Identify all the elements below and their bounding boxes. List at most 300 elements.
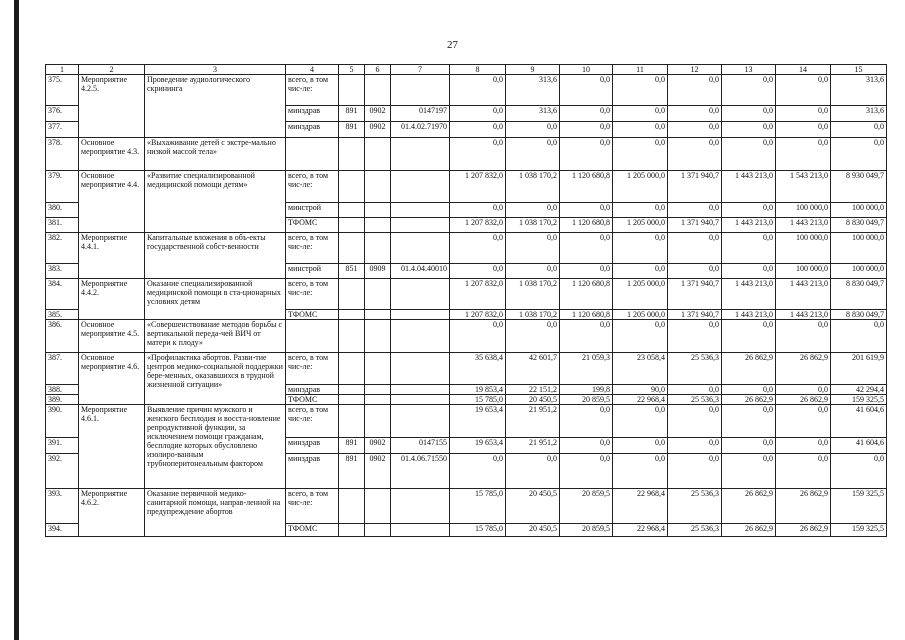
code-cell: [339, 171, 365, 203]
amount-cell: 0,0: [506, 203, 560, 218]
amount-cell: 0,0: [722, 454, 776, 489]
row-number-cell: 380.: [46, 203, 79, 218]
amount-cell: 0,0: [560, 233, 613, 264]
activity-name-cell: «Развитие специализированной медицинской помощи детям»: [145, 171, 286, 233]
target-article-cell: 01.4.06.71550: [391, 454, 450, 489]
amount-cell: 20 450,5: [506, 524, 560, 537]
code-cell: 891: [339, 122, 365, 138]
amount-cell: 0,0: [506, 264, 560, 279]
section-cell: [365, 279, 391, 310]
header-row: [46, 65, 887, 75]
amount-cell: 1 443 213,0: [776, 279, 831, 310]
amount-cell: 0,0: [613, 405, 668, 438]
target-article-cell: 01.4.04.40010: [391, 264, 450, 279]
amount-cell: 1 443 213,0: [722, 171, 776, 203]
amount-cell: 20 859,5: [560, 395, 613, 405]
amount-cell: 26 862,9: [776, 489, 831, 524]
amount-cell: 41 604,6: [831, 405, 887, 438]
amount-cell: 1 207 832,0: [450, 171, 506, 203]
header-cell: 15: [831, 65, 887, 75]
amount-cell: 0,0: [613, 75, 668, 106]
header-cell: 1: [46, 65, 79, 75]
amount-cell: 19 853,4: [450, 385, 506, 395]
amount-cell: 313,6: [831, 106, 887, 122]
amount-cell: 26 862,9: [776, 353, 831, 385]
row-number-cell: 376.: [46, 106, 79, 122]
executor-cell: всего, в том чис-ле:: [286, 489, 339, 524]
amount-cell: 25 536,3: [668, 489, 722, 524]
amount-cell: 35 638,4: [450, 353, 506, 385]
section-cell: 0902: [365, 122, 391, 138]
header-cell: 5: [339, 65, 365, 75]
section-cell: 0902: [365, 438, 391, 454]
amount-cell: 0,0: [722, 438, 776, 454]
activity-name-cell: «Совершенствование методов борьбы с вертикальной переда-чей ВИЧ от матери к плоду»: [145, 320, 286, 353]
amount-cell: 0,0: [722, 233, 776, 264]
amount-cell: 0,0: [776, 75, 831, 106]
row-number-cell: 390.: [46, 405, 79, 438]
amount-cell: 8 830 049,7: [831, 279, 887, 310]
amount-cell: 0,0: [668, 75, 722, 106]
amount-cell: 1 120 680,8: [560, 279, 613, 310]
target-article-cell: [391, 385, 450, 395]
amount-cell: 0,0: [668, 233, 722, 264]
amount-cell: 0,0: [450, 106, 506, 122]
code-cell: [339, 138, 365, 171]
executor-cell: всего, в том чис-ле:: [286, 233, 339, 264]
amount-cell: 23 058,4: [613, 353, 668, 385]
amount-cell: 1 207 832,0: [450, 218, 506, 233]
amount-cell: 42 601,7: [506, 353, 560, 385]
amount-cell: 19 653,4: [450, 405, 506, 438]
amount-cell: 100 000,0: [776, 264, 831, 279]
row-number-cell: 385.: [46, 310, 79, 320]
amount-cell: 0,0: [613, 233, 668, 264]
executor-cell: всего, в том чис-ле:: [286, 279, 339, 310]
row-number-cell: 393.: [46, 489, 79, 524]
amount-cell: 20 450,5: [506, 489, 560, 524]
amount-cell: 100 000,0: [776, 233, 831, 264]
section-cell: 0909: [365, 264, 391, 279]
header-cell: 8: [450, 65, 506, 75]
amount-cell: 1 205 000,0: [613, 171, 668, 203]
row-number-cell: 391.: [46, 438, 79, 454]
amount-cell: 159 325,5: [831, 395, 887, 405]
table-row: [46, 320, 887, 353]
header-cell: 4: [286, 65, 339, 75]
activity-type-cell: Мероприятие 4.2.5.: [79, 75, 145, 138]
amount-cell: 0,0: [450, 75, 506, 106]
amount-cell: 0,0: [560, 138, 613, 171]
amount-cell: 1 120 680,8: [560, 171, 613, 203]
row-number-cell: 389.: [46, 395, 79, 405]
amount-cell: 159 325,5: [831, 489, 887, 524]
amount-cell: 22 968,4: [613, 395, 668, 405]
amount-cell: 1 205 000,0: [613, 279, 668, 310]
amount-cell: 100 000,0: [831, 233, 887, 264]
table-row: [46, 489, 887, 524]
amount-cell: 0,0: [450, 138, 506, 171]
amount-cell: 0,0: [560, 438, 613, 454]
row-number-cell: 383.: [46, 264, 79, 279]
amount-cell: 0,0: [560, 405, 613, 438]
executor-cell: [286, 320, 339, 353]
amount-cell: 0,0: [668, 454, 722, 489]
table-row: [46, 138, 887, 171]
amount-cell: 0,0: [560, 454, 613, 489]
amount-cell: 0,0: [613, 122, 668, 138]
amount-cell: 0,0: [450, 454, 506, 489]
executor-cell: всего, в том чис-ле:: [286, 171, 339, 203]
left-margin-bar: [14, 0, 19, 640]
table-row: [46, 405, 887, 438]
target-article-cell: [391, 353, 450, 385]
amount-cell: 20 859,5: [560, 489, 613, 524]
amount-cell: 0,0: [560, 203, 613, 218]
amount-cell: 0,0: [776, 106, 831, 122]
amount-cell: 0,0: [831, 138, 887, 171]
amount-cell: 0,0: [560, 320, 613, 353]
amount-cell: 0,0: [613, 438, 668, 454]
section-cell: [365, 310, 391, 320]
section-cell: 0902: [365, 454, 391, 489]
target-article-cell: [391, 233, 450, 264]
code-cell: [339, 233, 365, 264]
amount-cell: 25 536,3: [668, 395, 722, 405]
amount-cell: 1 120 680,8: [560, 310, 613, 320]
executor-cell: ТФОМС: [286, 524, 339, 537]
executor-cell: минздрав: [286, 385, 339, 395]
amount-cell: 22 968,4: [613, 524, 668, 537]
amount-cell: 0,0: [560, 264, 613, 279]
amount-cell: 0,0: [560, 106, 613, 122]
code-cell: [339, 203, 365, 218]
amount-cell: 0,0: [722, 385, 776, 395]
budget-table: [45, 64, 887, 537]
amount-cell: 0,0: [613, 106, 668, 122]
amount-cell: 0,0: [776, 320, 831, 353]
row-number-cell: 392.: [46, 454, 79, 489]
amount-cell: 25 536,3: [668, 353, 722, 385]
amount-cell: 8 830 049,7: [831, 310, 887, 320]
section-cell: [365, 75, 391, 106]
amount-cell: 0,0: [613, 454, 668, 489]
target-article-cell: [391, 218, 450, 233]
amount-cell: 1 207 832,0: [450, 310, 506, 320]
amount-cell: 0,0: [831, 454, 887, 489]
row-number-cell: 394.: [46, 524, 79, 537]
target-article-cell: [391, 203, 450, 218]
amount-cell: 0,0: [668, 138, 722, 171]
amount-cell: 0,0: [776, 438, 831, 454]
target-article-cell: [391, 279, 450, 310]
activity-name-cell: Оказание специализированной медицинской помощи в ста-ционарных условиях детям: [145, 279, 286, 320]
executor-cell: всего, в том чис-ле:: [286, 353, 339, 385]
code-cell: [339, 279, 365, 310]
activity-name-cell: Капитальные вложения в объ-екты государственной собст-венности: [145, 233, 286, 279]
header-cell: 6: [365, 65, 391, 75]
section-cell: [365, 353, 391, 385]
amount-cell: 26 862,9: [722, 489, 776, 524]
amount-cell: 0,0: [506, 122, 560, 138]
amount-cell: 313,6: [831, 75, 887, 106]
amount-cell: 0,0: [560, 75, 613, 106]
amount-cell: 15 785,0: [450, 489, 506, 524]
amount-cell: 1 371 940,7: [668, 218, 722, 233]
activity-type-cell: Основное мероприятие 4.5.: [79, 320, 145, 353]
target-article-cell: [391, 405, 450, 438]
amount-cell: 0,0: [668, 405, 722, 438]
amount-cell: 0,0: [776, 454, 831, 489]
section-cell: [365, 405, 391, 438]
amount-cell: 0,0: [722, 203, 776, 218]
code-cell: 891: [339, 106, 365, 122]
amount-cell: 0,0: [668, 122, 722, 138]
target-article-cell: [391, 171, 450, 203]
amount-cell: 1 038 170,2: [506, 279, 560, 310]
executor-cell: всего, в том чис-ле:: [286, 405, 339, 438]
target-article-cell: 0147197: [391, 106, 450, 122]
amount-cell: 25 536,3: [668, 524, 722, 537]
amount-cell: 26 862,9: [776, 524, 831, 537]
amount-cell: 26 862,9: [722, 524, 776, 537]
section-cell: [365, 320, 391, 353]
executor-cell: ТФОМС: [286, 310, 339, 320]
amount-cell: 1 443 213,0: [722, 279, 776, 310]
activity-name-cell: «Выхаживание детей с экстре-мально низкой массой тела»: [145, 138, 286, 171]
amount-cell: 0,0: [722, 138, 776, 171]
row-number-cell: 382.: [46, 233, 79, 264]
section-cell: [365, 203, 391, 218]
header-cell: 10: [560, 65, 613, 75]
amount-cell: 26 862,9: [722, 353, 776, 385]
amount-cell: 0,0: [560, 122, 613, 138]
amount-cell: 0,0: [613, 138, 668, 171]
table-row: [46, 171, 887, 203]
code-cell: 851: [339, 264, 365, 279]
amount-cell: 8 930 049,7: [831, 171, 887, 203]
table-row: [46, 75, 887, 106]
header-cell: 12: [668, 65, 722, 75]
executor-cell: минздрав: [286, 438, 339, 454]
activity-name-cell: Выявление причин мужского и женского бесплодия и восста-новление репродуктивной функции, за исключением помощи гражданам, бесплодие которых обусловлено изолиро-ванным трубноперитонеальным фактором: [145, 405, 286, 489]
amount-cell: 1 443 213,0: [776, 310, 831, 320]
amount-cell: 15 785,0: [450, 395, 506, 405]
executor-cell: минздрав: [286, 106, 339, 122]
activity-type-cell: Мероприятие 4.6.1.: [79, 405, 145, 489]
amount-cell: 0,0: [506, 320, 560, 353]
activity-type-cell: Мероприятие 4.4.1.: [79, 233, 145, 279]
amount-cell: 26 862,9: [776, 395, 831, 405]
amount-cell: 1 371 940,7: [668, 279, 722, 310]
header-cell: 13: [722, 65, 776, 75]
activity-type-cell: Основное мероприятие 4.3.: [79, 138, 145, 171]
code-cell: [339, 489, 365, 524]
amount-cell: 0,0: [668, 106, 722, 122]
amount-cell: 0,0: [722, 320, 776, 353]
code-cell: [339, 353, 365, 385]
amount-cell: 0,0: [722, 264, 776, 279]
amount-cell: 0,0: [613, 320, 668, 353]
amount-cell: 0,0: [831, 320, 887, 353]
amount-cell: 201 619,9: [831, 353, 887, 385]
header-cell: 7: [391, 65, 450, 75]
amount-cell: 0,0: [506, 233, 560, 264]
target-article-cell: 01.4.02.71970: [391, 122, 450, 138]
amount-cell: 0,0: [668, 438, 722, 454]
amount-cell: 100 000,0: [831, 264, 887, 279]
amount-cell: 1 038 170,2: [506, 218, 560, 233]
target-article-cell: [391, 524, 450, 537]
row-number-cell: 387.: [46, 353, 79, 385]
target-article-cell: [391, 310, 450, 320]
amount-cell: 1 205 000,0: [613, 310, 668, 320]
amount-cell: 41 604,6: [831, 438, 887, 454]
code-cell: [339, 218, 365, 233]
amount-cell: 100 000,0: [776, 203, 831, 218]
activity-type-cell: Мероприятие 4.4.2.: [79, 279, 145, 320]
row-number-cell: 378.: [46, 138, 79, 171]
amount-cell: 0,0: [722, 106, 776, 122]
header-cell: 9: [506, 65, 560, 75]
executor-cell: минздрав: [286, 122, 339, 138]
amount-cell: 0,0: [506, 138, 560, 171]
amount-cell: 0,0: [450, 233, 506, 264]
amount-cell: 1 371 940,7: [668, 171, 722, 203]
section-cell: [365, 489, 391, 524]
row-number-cell: 375.: [46, 75, 79, 106]
amount-cell: 19 653,4: [450, 438, 506, 454]
amount-cell: 20 450,5: [506, 395, 560, 405]
activity-name-cell: Оказание первичной медико-санитарной помощи, направ-ленной на предупреждение абортов: [145, 489, 286, 537]
executor-cell: [286, 138, 339, 171]
amount-cell: 0,0: [722, 122, 776, 138]
row-number-cell: 377.: [46, 122, 79, 138]
table-row: [46, 233, 887, 264]
page-number: 27: [447, 39, 458, 51]
amount-cell: 0,0: [722, 75, 776, 106]
row-number-cell: 379.: [46, 171, 79, 203]
amount-cell: 26 862,9: [722, 395, 776, 405]
amount-cell: 313,6: [506, 106, 560, 122]
target-article-cell: [391, 489, 450, 524]
amount-cell: 42 294,4: [831, 385, 887, 395]
code-cell: [339, 395, 365, 405]
amount-cell: 0,0: [450, 264, 506, 279]
code-cell: [339, 310, 365, 320]
table-row: [46, 279, 887, 310]
section-cell: [365, 218, 391, 233]
row-number-cell: 381.: [46, 218, 79, 233]
amount-cell: 15 785,0: [450, 524, 506, 537]
code-cell: [339, 320, 365, 353]
amount-cell: 0,0: [450, 122, 506, 138]
activity-type-cell: Мероприятие 4.6.2.: [79, 489, 145, 537]
section-cell: 0902: [365, 106, 391, 122]
amount-cell: 0,0: [668, 385, 722, 395]
amount-cell: 21 951,2: [506, 405, 560, 438]
executor-cell: минстрой: [286, 203, 339, 218]
activity-name-cell: «Профилактика абортов. Разви-тие центров медико-социальной поддержки бере-менных, оказавшихся в трудной жизненной ситуации»: [145, 353, 286, 405]
section-cell: [365, 233, 391, 264]
amount-cell: 0,0: [450, 203, 506, 218]
amount-cell: 313,6: [506, 75, 560, 106]
executor-cell: ТФОМС: [286, 395, 339, 405]
amount-cell: 0,0: [613, 203, 668, 218]
amount-cell: 0,0: [613, 264, 668, 279]
row-number-cell: 384.: [46, 279, 79, 310]
activity-type-cell: Основное мероприятие 4.4.: [79, 171, 145, 233]
row-number-cell: 388.: [46, 385, 79, 395]
amount-cell: 22 968,4: [613, 489, 668, 524]
amount-cell: 199,8: [560, 385, 613, 395]
amount-cell: 1 543 213,0: [776, 171, 831, 203]
amount-cell: 0,0: [831, 122, 887, 138]
amount-cell: 1 038 170,2: [506, 310, 560, 320]
amount-cell: 90,0: [613, 385, 668, 395]
target-article-cell: [391, 75, 450, 106]
code-cell: [339, 385, 365, 395]
section-cell: [365, 385, 391, 395]
amount-cell: 1 443 213,0: [776, 218, 831, 233]
amount-cell: 1 443 213,0: [722, 310, 776, 320]
executor-cell: ТФОМС: [286, 218, 339, 233]
amount-cell: 1 207 832,0: [450, 279, 506, 310]
executor-cell: минстрой: [286, 264, 339, 279]
amount-cell: 1 371 940,7: [668, 310, 722, 320]
amount-cell: 22 151,2: [506, 385, 560, 395]
amount-cell: 8 830 049,7: [831, 218, 887, 233]
target-article-cell: [391, 395, 450, 405]
amount-cell: 1 120 680,8: [560, 218, 613, 233]
code-cell: [339, 405, 365, 438]
amount-cell: 0,0: [668, 264, 722, 279]
amount-cell: 100 000,0: [831, 203, 887, 218]
amount-cell: 0,0: [668, 320, 722, 353]
amount-cell: 21 059,3: [560, 353, 613, 385]
amount-cell: 1 205 000,0: [613, 218, 668, 233]
target-article-cell: [391, 138, 450, 171]
header-cell: 11: [613, 65, 668, 75]
section-cell: [365, 138, 391, 171]
code-cell: 891: [339, 438, 365, 454]
header-cell: 14: [776, 65, 831, 75]
section-cell: [365, 524, 391, 537]
code-cell: 891: [339, 454, 365, 489]
amount-cell: 21 951,2: [506, 438, 560, 454]
amount-cell: 0,0: [776, 405, 831, 438]
header-cell: 3: [145, 65, 286, 75]
header-cell: 2: [79, 65, 145, 75]
amount-cell: 1 038 170,2: [506, 171, 560, 203]
code-cell: [339, 75, 365, 106]
amount-cell: 0,0: [722, 405, 776, 438]
amount-cell: 0,0: [776, 138, 831, 171]
amount-cell: 0,0: [776, 385, 831, 395]
code-cell: [339, 524, 365, 537]
amount-cell: 1 443 213,0: [722, 218, 776, 233]
amount-cell: 20 859,5: [560, 524, 613, 537]
amount-cell: 0,0: [450, 320, 506, 353]
activity-type-cell: Основное мероприятие 4.6.: [79, 353, 145, 405]
amount-cell: 0,0: [776, 122, 831, 138]
amount-cell: 0,0: [668, 203, 722, 218]
section-cell: [365, 171, 391, 203]
section-cell: [365, 395, 391, 405]
target-article-cell: 0147155: [391, 438, 450, 454]
table-row: [46, 353, 887, 385]
row-number-cell: 386.: [46, 320, 79, 353]
